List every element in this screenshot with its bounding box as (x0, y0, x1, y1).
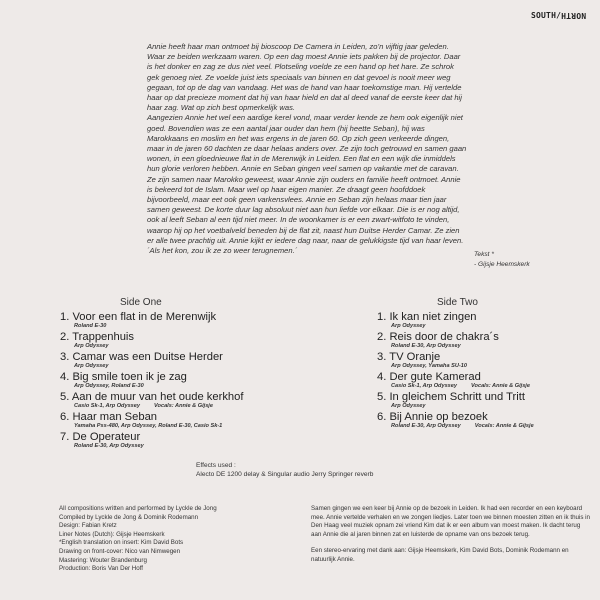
side-two-tracklist (377, 297, 534, 431)
track-instruments (377, 343, 534, 350)
track-instruments (377, 423, 534, 430)
instrument-list: Casio Sk-1, Arp Odyssey (391, 383, 458, 389)
effects-used (196, 461, 373, 479)
track-item (60, 371, 243, 390)
artist-note-paragraph: Samen gingen we een keer bij Annie op de bezoek in Leiden. Ik had een recorder en een keyboard mee. Annie vertelde verhalen en we zongen liedjes. Later toen we binnen moesten zitten en ik thuis in Den Haag veel muziek opnam zei vriend Kim dat ik er een album van moest maken. Ik dacht terug aan Annie die al jaren binnen zat en luisterde de opname van ons bezoek terug. (311, 505, 590, 538)
credit-line: Mastering: Wouter Brandenburg (59, 556, 147, 564)
track-instruments (60, 423, 243, 430)
track-item (377, 411, 534, 430)
vocals-credit: Vocals: Annie & Gijsje (471, 383, 530, 389)
credit-line: All compositions written and performed by Lyckle de Jong (59, 505, 217, 512)
track-title: 2. Reis door de chakra´s (377, 331, 499, 343)
track-item (60, 311, 243, 330)
logo-text-north: NORTH (561, 11, 587, 20)
story-credit (474, 250, 530, 270)
story-paragraph: Annie heeft haar man ontmoet bij bioscoop De Camera in Leiden, zo’n vijftig jaar geleden. Waar ze beiden werkzaam waren. Op een dag moest Annie iets pakken bij de projector. Daar is het donker en zag ze dus niet veel. Plotseling voelde ze een hand op het hare. Ze schrok gek genoeg niet. Ze voelde juist iets speciaals van binnen en dat gevoel is nooit meer weg gegaan, tot op de dag van vandaag. Het was de hand van haar toekomstige man. Hij vertelde haar op dat precieze moment dat hij van haar hield en dat al deed vanaf de eerste keer dat hij haar zag. Wat op zich best opmerkelijk was. (147, 42, 462, 113)
vocals-credit: Vocals: Annie & Gijsje (474, 423, 534, 429)
track-item (377, 351, 534, 370)
track-title: 3. Camar was een Duitse Herder (60, 351, 223, 363)
track-item (60, 431, 243, 450)
logo-text-south: SOUTH/ (531, 11, 562, 20)
track-title: 7. De Operateur (60, 431, 141, 443)
track-instruments (377, 363, 534, 370)
side-two-title: Side Two (437, 297, 478, 308)
credit-author: - Gijsje Heemskerk (474, 261, 530, 268)
instrument-list: Arp Odyssey (391, 323, 426, 329)
track-title: 4. Der gute Kamerad (377, 371, 481, 383)
track-title: 4. Big smile toen ik je zag (60, 371, 187, 383)
track-instruments (60, 443, 243, 450)
track-instruments (60, 363, 243, 370)
credit-line: Compiled by Lyckle de Jong & Dominik Rodemann (59, 513, 199, 521)
instrument-list: Arp Odyssey, Roland E-30 (74, 383, 144, 389)
track-instruments (60, 323, 243, 330)
credit-line: Liner Notes (Dutch): Gijsje Heemskerk (59, 530, 165, 538)
liner-notes-story (147, 42, 467, 256)
story-quote: ´Als het kon, zou ik ze zo weer terugnemen.´ (147, 246, 298, 256)
track-instruments (377, 323, 534, 330)
track-item (377, 331, 534, 350)
track-instruments (60, 403, 243, 410)
instrument-list: Roland E-30 (74, 323, 107, 329)
instrument-list: Arp Odyssey (391, 403, 426, 409)
thanks-paragraph: Een stereo-ervaring met dank aan: Gijsje Heemskerk, Kim David Bots, Dominik Rodemann en natuurlijk Annie. (311, 547, 569, 563)
track-title: 6. Haar man Seban (60, 411, 158, 423)
story-paragraph: Aangezien Annie het wel een aardige kerel vond, maar verder kende ze hem ook eigenlijk niet goed. Bovendien was ze een aantal jaar ouder dan hem (hij heette Seban), hij was Marokkaans en moslim en het was ergens in de jaren 60. Op zich geen verkeerde dingen, maar in de jaren 60 dachten ze daar helaas anders over. Ze zijn toch getrouwd en samen gaan wonen, in een gloednieuwe flat in de Merenwijk in Leiden. Een flat en een wijk die inmiddels hun glorie verloren hebben. Annie en Seban gingen veel samen op vakantie met de caravan. Ze zijn samen naar Marokko geweest, waar Annie zijn ouders en familie heeft ontmoet. Annie is bekeerd tot de Islam. Maar wel op haar eigen manier. Ze draagt geen hoofddoek bijvoorbeeld, maar eet ook geen varkensvlees. Annie en Seban zijn helaas maar tien jaar samen geweest. De korte duur lag absoluut niet aan hun liefde vor elkaar. Die is er nog altijd, ook al leeft Seban al een tijd niet meer. In de woonkamer is er een zwart-witfoto te vinden, waarop hij op het voetbalveld beneden bij de flat zit, naast hun Duitse Herder Camar. Ze zien er alle twee prachtig uit. Annie kijkt er iedere dag naar, naar de gelukkigste tijd van haar leven. (147, 113, 467, 245)
track-item (377, 311, 534, 330)
credit-line: Design: Fabian Kretz (59, 522, 117, 530)
track-item (60, 331, 243, 350)
instrument-list: Arp Odyssey (74, 363, 109, 369)
side-one-tracklist (60, 297, 243, 451)
instrument-list: Roland E-30, Arp Odyssey (391, 423, 461, 429)
effects-label: Effects used : (196, 462, 236, 469)
instrument-list: Roland E-30, Arp Odyssey (391, 343, 461, 349)
track-instruments (60, 343, 243, 350)
track-title: 1. Voor een flat in de Merenwijk (60, 311, 217, 323)
instrument-list: Arp Odyssey (74, 343, 109, 349)
track-item (60, 411, 243, 430)
instrument-list: Roland E-30, Arp Odyssey (74, 443, 144, 449)
track-title: 2. Trappenhuis (60, 331, 135, 343)
instrument-list: Arp Odyssey, Yamaha SU-10 (391, 363, 467, 369)
track-item (60, 351, 243, 370)
track-instruments (377, 383, 534, 390)
track-item (60, 391, 243, 410)
track-title: 6. Bij Annie op bezoek (377, 411, 488, 423)
track-title: 5. In gleichem Schritt und Tritt (377, 391, 525, 403)
track-title: 5. Aan de muur van het oude kerkhof (60, 391, 244, 403)
instrument-list: Yamaha Pss-480, Arp Odyssey, Roland E-30, Casio Sk-1 (74, 423, 223, 429)
track-instruments (377, 403, 534, 410)
side-one-title: Side One (120, 297, 162, 308)
vocals-credit: Vocals: Annie & Gijsje (154, 403, 213, 409)
track-instruments (60, 383, 243, 390)
south-north-logo (531, 11, 586, 20)
production-credits (59, 505, 217, 574)
effects-text: Alecto DE 1200 delay & Singular audio Jerry Springer reverb (196, 471, 374, 478)
credit-line: Production: Boris Van Der Hoff (59, 565, 144, 573)
track-item (377, 391, 534, 410)
credit-line: Drawing on front-cover: Nico van Nimwegen (59, 547, 181, 555)
track-title: 1. Ik kan niet zingen (377, 311, 477, 323)
instrument-list: Casio Sk-1, Arp Odyssey (74, 403, 141, 409)
track-item (377, 371, 534, 390)
track-title: 3. TV Oranje (377, 351, 441, 363)
artist-note (311, 505, 591, 573)
credit-line: *English translation on insert: Kim David Bots (59, 539, 184, 547)
credit-label: Tekst * (474, 251, 494, 258)
